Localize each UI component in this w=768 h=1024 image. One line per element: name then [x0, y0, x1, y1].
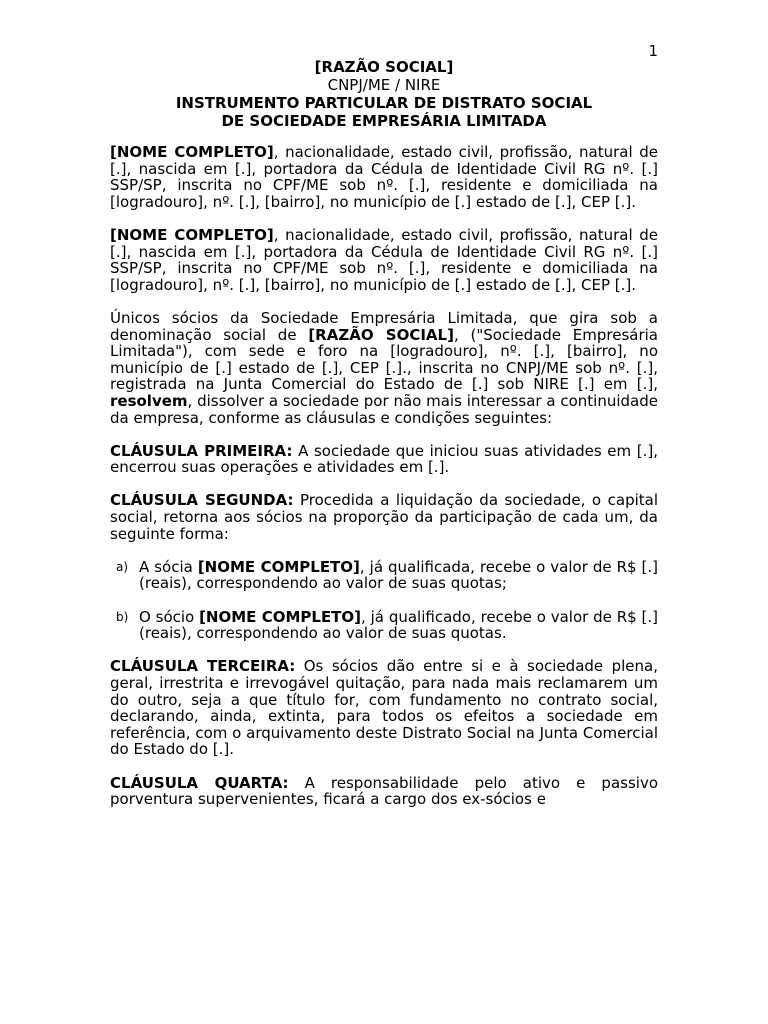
clause3-label: CLÁUSULA TERCEIRA: — [110, 657, 296, 676]
intro-text1: Únicos sócios da Sociedade Empresária Limitada, que gira sob a denominação social de — [110, 308, 658, 344]
document-header — [110, 58, 658, 130]
clause2-label: CLÁUSULA SEGUNDA: — [110, 491, 294, 510]
intro-text2: , ("Sociedade Empresária Limitada"), com sede e foro na [logradouro], nº. [.], [bairro], no município de [.] estado de [.], CEP [.]., inscrita no CNPJ/ME sob nº. [.], registrada na Junta Comercial do Estado de [.] sob NIRE [.] em [.], — [110, 325, 658, 394]
document-title-line2: DE SOCIEDADE EMPRESÁRIA LIMITADA — [221, 112, 547, 130]
list-marker-a: a) — [116, 559, 129, 574]
partner2-details: , nacionalidade, estado civil, profissão, natural de [.], nascida em [.], portadora da Cédula de Identidade Civil RG nº. [.] SSP/SP, inscrita no CPF/ME sob nº. [.], residente e domiciliada na [logradouro], nº. [.], [bairro], no município de [.] estado de [.], CEP [.]. — [110, 225, 658, 294]
item-a-name: [NOME COMPLETO] — [197, 557, 360, 576]
page-number: 1 — [648, 42, 658, 60]
clause1-paragraph — [110, 443, 658, 476]
item-a-suffix: , já qualificada, recebe o valor de R$ [.] (reais), correspondendo ao valor de suas quotas; — [139, 557, 658, 593]
clause2-paragraph — [110, 492, 658, 542]
intro-paragraph — [110, 310, 658, 426]
partner2-paragraph — [110, 227, 658, 293]
clause3-text: Os sócios dão entre si e à sociedade plena, geral, irrestrita e irrevogável quitação, para nada mais reclamarem um do outro, seja a que título for, com fundamento no contrato social, declarando, ainda, extinta, para todos os efeitos a sociedade em referência, com o arquivamento deste Distrato Social na Junta Comercial do Estado do [.]. — [110, 657, 658, 759]
list-content-b — [139, 609, 658, 642]
item-b-name: [NOME COMPLETO] — [199, 607, 362, 626]
item-b-suffix: , já qualificado, recebe o valor de R$ [.] (reais), correspondendo ao valor de suas quotas. — [139, 607, 658, 643]
clause4-label: CLÁUSULA QUARTA: — [110, 773, 289, 792]
list-marker-b: b) — [116, 609, 129, 624]
company-name: [RAZÃO SOCIAL] — [314, 58, 454, 76]
clause4-text: A responsabilidade pelo ativo e passivo porventura supervenientes, ficará a cargo dos ex-sócios e — [110, 773, 658, 809]
clause1-label: CLÁUSULA PRIMEIRA: — [110, 441, 293, 460]
clause3-paragraph — [110, 658, 658, 758]
partner1-paragraph — [110, 144, 658, 210]
document-title-line1: INSTRUMENTO PARTICULAR DE DISTRATO SOCIAL — [175, 94, 593, 112]
registry-line: CNPJ/ME / NIRE — [327, 76, 441, 94]
document-body — [110, 144, 658, 824]
clause2-item-a — [110, 559, 658, 592]
intro-resolve: resolvem — [110, 391, 188, 410]
intro-text3: , dissolver a sociedade por não mais interessar a continuidade da empresa, conforme as cláusulas e condições seguintes: — [110, 391, 658, 427]
partner1-name: [NOME COMPLETO] — [110, 143, 274, 161]
intro-company: [RAZÃO SOCIAL] — [308, 325, 454, 344]
partner1-details: , nacionalidade, estado civil, profissão, natural de [.], nascida em [.], portadora da Cédula de Identidade Civil RG nº. [.] SSP/SP, inscrita no CPF/ME sob nº. [.], residente e domiciliada na [logradouro], nº. [.], [bairro], no município de [.] estado de [.], CEP [.]. — [110, 143, 658, 211]
partner2-name: [NOME COMPLETO] — [110, 225, 274, 244]
clause1-text: A sociedade que iniciou suas atividades em [.], encerrou suas operações e atividades em [.]. — [110, 441, 658, 477]
item-a-prefix: A sócia — [139, 557, 198, 576]
clause2-text: Procedida a liquidação da sociedade, o capital social, retorna aos sócios na proporção da participação de cada um, da seguinte forma: — [110, 491, 659, 543]
clause2-item-b — [110, 609, 658, 642]
item-b-prefix: O sócio — [139, 607, 200, 626]
list-content-a — [139, 559, 658, 592]
clause4-paragraph — [110, 775, 658, 808]
